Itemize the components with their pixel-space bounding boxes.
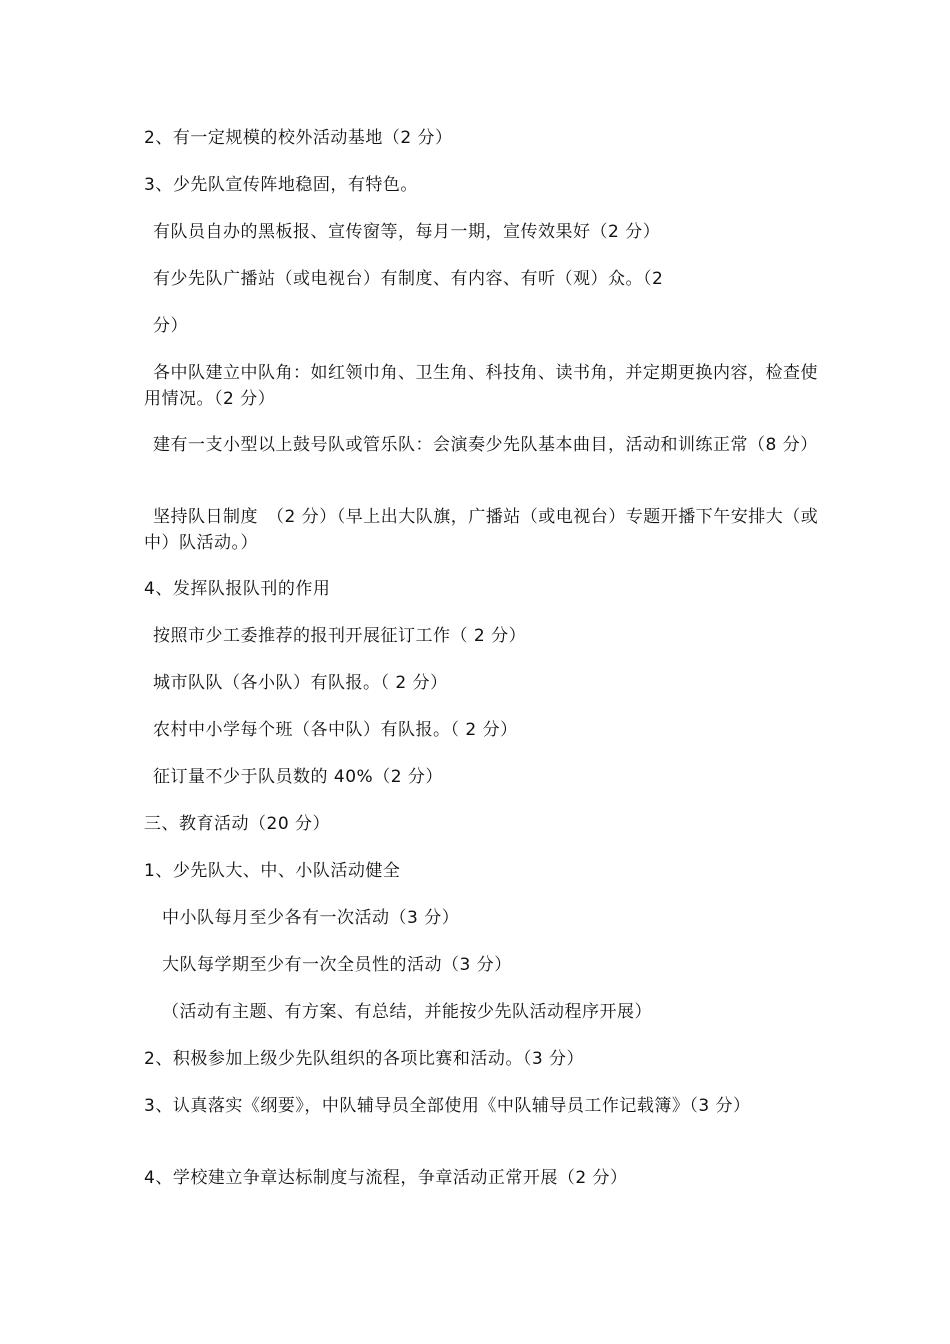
text-line: 4、学校建立争章达标制度与流程，争章活动正常开展（2 分） [144, 1168, 628, 1188]
text-line: 2、积极参加上级少先队组织的各项比赛和活动。（3 分） [144, 1049, 585, 1069]
text-line: 有少先队广播站（或电视台）有制度、有内容、有听（观）众。（2 [153, 269, 664, 289]
text-line: 2、有一定规模的校外活动基地（2 分） [144, 128, 453, 148]
text-paragraph: 各中队建立中队角：如红领巾角、卫生角、科技角、读书角，并定期更换内容，检查使用情况。（2 分） [144, 363, 818, 409]
text-line: 分） [153, 316, 188, 336]
text-paragraph: 3、认真落实《纲要》，中队辅导员全部使用《中队辅导员工作记载簿》（3 分） [144, 1096, 751, 1116]
text-line: 大队每学期至少有一次全员性的活动（3 分） [162, 955, 512, 975]
text-line: （活动有主题、有方案、有总结，并能按少先队活动程序开展） [162, 1002, 652, 1022]
text-line: 城市队队（各小队）有队报。（ 2 分） [153, 673, 448, 693]
text-line: 农村中小学每个班（各中队）有队报。（ 2 分） [153, 720, 518, 740]
text-line: 1、少先队大、中、小队活动健全 [144, 861, 401, 881]
text-line: 征订量不少于队员数的 40%（2 分） [153, 767, 443, 787]
text-line: 有队员自办的黑板报、宣传窗等，每月一期，宣传效果好（2 分） [153, 222, 661, 242]
section-heading: 三、教育活动（20 分） [144, 814, 331, 834]
text-line: 中小队每月至少各有一次活动（3 分） [162, 908, 460, 928]
text-line: 3、少先队宣传阵地稳固，有特色。 [144, 175, 418, 195]
text-paragraph: 坚持队日制度 （2 分）（早上出大队旗，广播站（或电视台）专题开播下午安排大（或中）队活动。） [144, 507, 819, 553]
text-line: 4、发挥队报队刊的作用 [144, 579, 331, 599]
text-paragraph: 建有一支小型以上鼓号队或管乐队：会演奏少先队基本曲目，活动和训练正常（8 分） [153, 435, 818, 455]
text-line: 按照市少工委推荐的报刊开展征订工作（ 2 分） [153, 626, 527, 646]
